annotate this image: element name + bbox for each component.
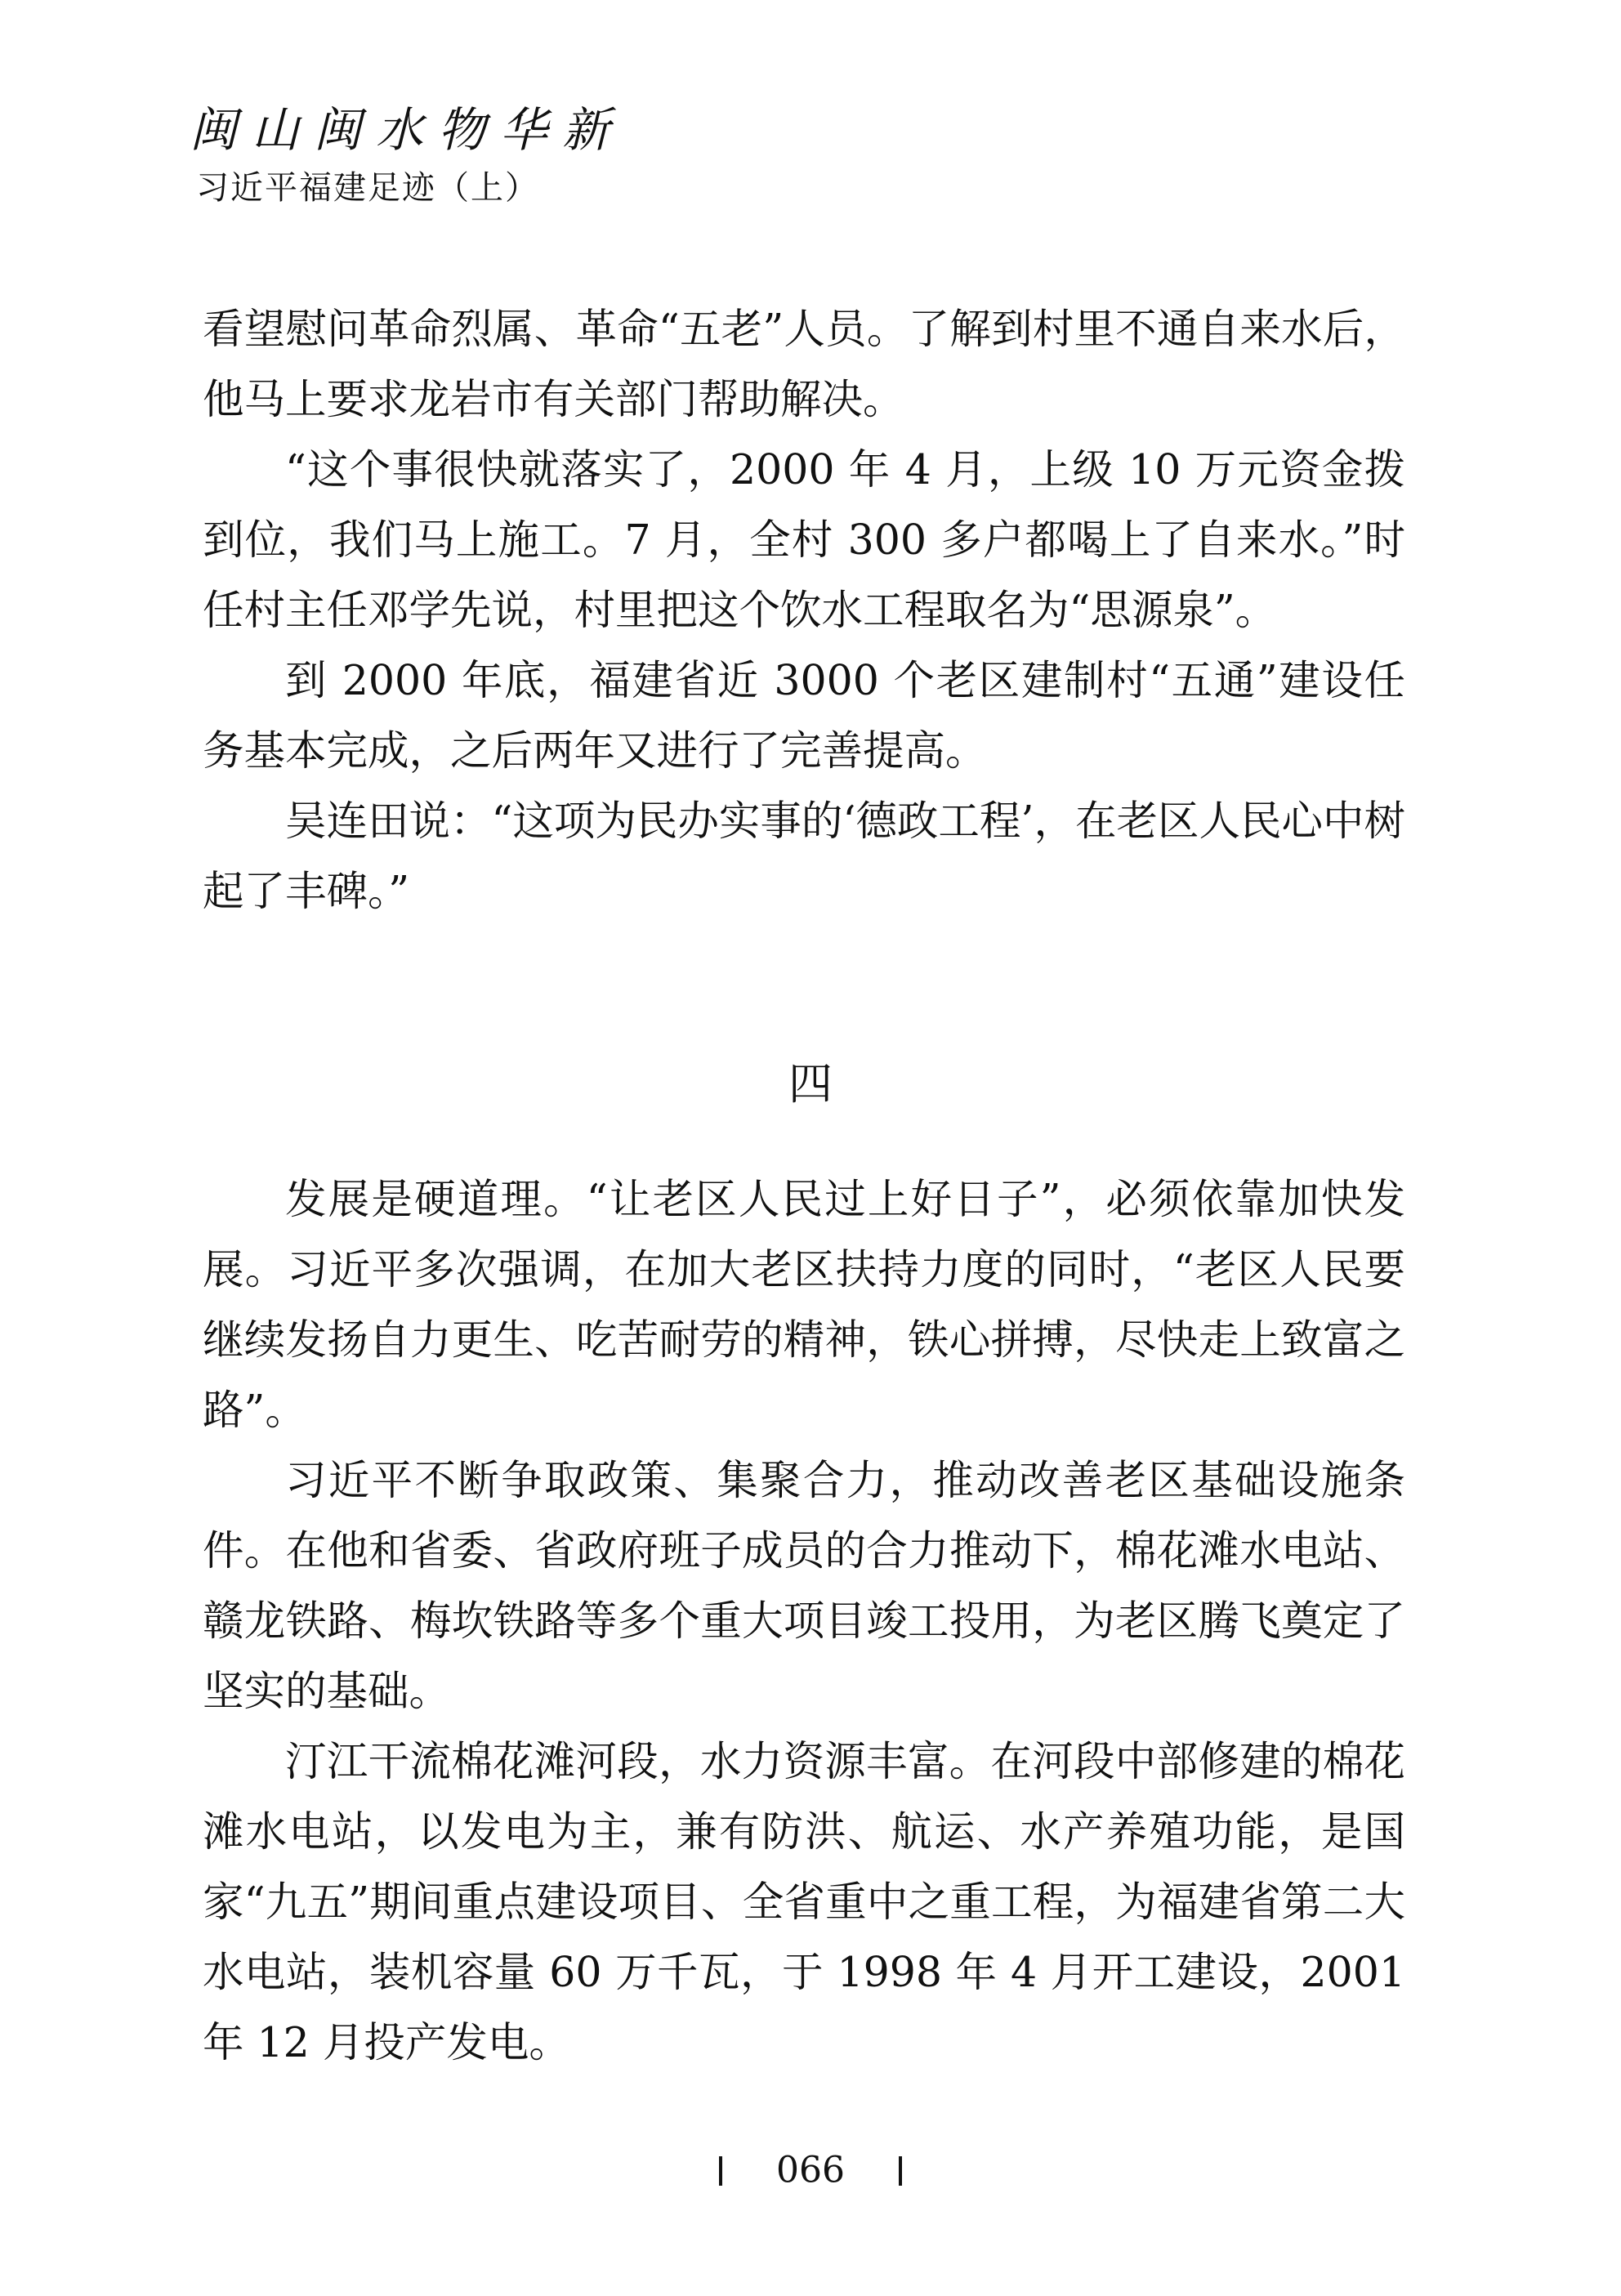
footer-divider-left [719, 2156, 722, 2186]
page-footer [0, 2151, 1621, 2189]
paragraph: 习近平不断争取政策、集聚合力，推动改善老区基础设施条件。在他和省委、省政府班子成员的合力推动下，棉花滩水电站、赣龙铁路、梅坎铁路等多个重大项目竣工投用，为老区腾飞奠定了坚实的基础。 [203, 1456, 1405, 1715]
footer-divider-right [899, 2156, 902, 2186]
section-heading: 四 [788, 1058, 833, 1110]
text-block-lower [203, 1164, 1405, 2078]
paragraph: 吴连田说：“这项为民办实事的‘德政工程’，在老区人民心中树起了丰碑。” [203, 797, 1405, 915]
page-number: 066 [776, 2149, 845, 2191]
paragraph: 到 2000 年底，福建省近 3000 个老区建制村“五通”建设任务基本完成，之后两年又进行了完善提高。 [203, 656, 1405, 775]
text-block-upper [203, 294, 1405, 927]
running-header-subtitle: 习近平福建足迹（上） [196, 169, 539, 207]
paragraph: 发展是硬道理。“让老区人民过上好日子”，必须依靠加快发展。习近平多次强调，在加大老区扶持力度的同时，“老区人民要继续发扬自力更生、吃苦耐劳的精神，铁心拼搏，尽快走上致富之路”。 [203, 1175, 1405, 1434]
running-header-title: 闽山闽水物华新 [190, 102, 625, 158]
paragraph: “这个事很快就落实了，2000 年 4 月，上级 10 万元资金拨到位，我们马上施工。7 月，全村 300 多户都喝上了自来水。”时任村主任邓学先说，村里把这个饮水工程取名为“思源泉”。 [203, 445, 1405, 634]
paragraph: 汀江干流棉花滩河段，水力资源丰富。在河段中部修建的棉花滩水电站，以发电为主，兼有防洪、航运、水产养殖功能，是国家“九五”期间重点建设项目、全省重中之重工程，为福建省第二大水电站，装机容量 60 万千瓦，于 1998 年 4 月开工建设，2001 年 12 月投产发电。 [203, 1737, 1405, 2066]
paragraph: 看望慰问革命烈属、革命“五老”人员。了解到村里不通自来水后，他马上要求龙岩市有关部门帮助解决。 [203, 305, 1405, 423]
